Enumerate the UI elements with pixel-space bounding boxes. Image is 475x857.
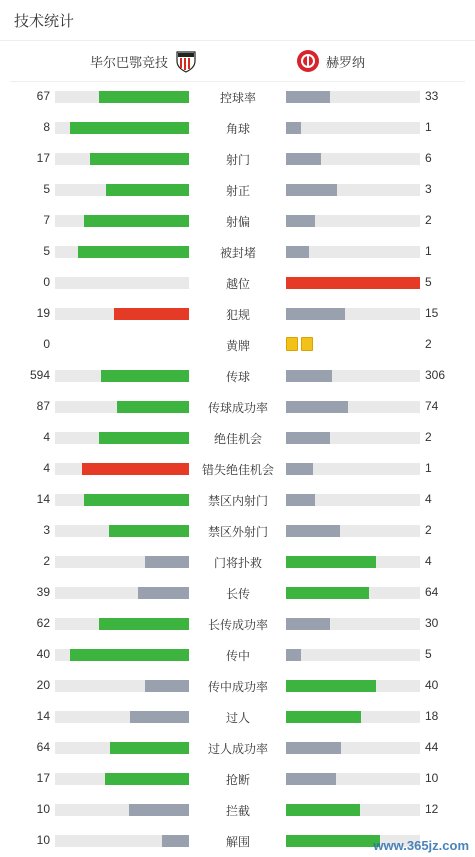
away-value: 4 [425,554,432,568]
home-bar-track [55,153,189,165]
away-value: 3 [425,182,432,196]
home-team[interactable] [90,41,204,81]
watermark: www.365jz.com [373,838,469,853]
home-bar-track [55,184,189,196]
home-value: 594 [29,368,50,382]
stats-list [0,81,475,856]
stat-label: 射正 [225,184,250,198]
home-value: 67 [36,89,50,103]
away-value: 5 [425,647,432,661]
stat-label: 禁区外射门 [207,525,268,539]
home-value: 20 [36,678,50,692]
home-bar-fill [117,401,189,413]
away-value: 5 [425,275,432,289]
home-bar-fill [70,122,189,134]
home-value: 17 [36,771,50,785]
home-bar-fill [129,804,189,816]
home-bar-fill [110,742,189,754]
away-value: 1 [425,120,432,134]
home-bar-track [55,680,189,692]
home-bar-fill [90,153,189,165]
home-value: 14 [36,492,50,506]
away-bar-fill [286,525,340,537]
away-value: 44 [425,740,439,754]
stat-row [0,236,475,267]
stat-row [0,205,475,236]
stat-label: 解围 [225,835,250,849]
stat-row [0,794,475,825]
home-team-name: 毕尔巴鄂竞技 [90,54,169,70]
home-bar-fill [145,556,189,568]
away-bar-fill [286,835,380,847]
stat-row [0,422,475,453]
home-bar-track [55,835,189,847]
home-bar-track [55,804,189,816]
stat-label: 黄牌 [225,339,250,353]
away-value: 4 [425,492,432,506]
home-bar-fill [114,308,189,320]
away-bar-track [286,773,420,785]
away-bar-fill [286,711,361,723]
home-bar-track [55,587,189,599]
home-value: 62 [36,616,50,630]
away-bar-track [286,525,420,537]
stat-label: 射偏 [225,215,250,229]
stat-label: 传中 [225,649,250,663]
home-value: 4 [43,461,50,475]
home-value: 87 [36,399,50,413]
home-bar-track [55,618,189,630]
away-bar-track [286,680,420,692]
stat-label: 错失绝佳机会 [201,463,274,477]
stat-label: 拦截 [225,804,250,818]
away-value: 6 [425,151,432,165]
home-bar-fill [162,835,189,847]
away-bar-track [286,122,420,134]
away-value: 1 [425,244,432,258]
stat-row [0,143,475,174]
away-bar-fill [286,804,360,816]
away-bar-track [286,215,420,227]
home-bar-track [55,308,189,320]
home-bar-fill [99,618,189,630]
away-value: 2 [425,523,432,537]
away-bar-track [286,463,420,475]
stat-row [0,546,475,577]
away-bar-track [286,711,420,723]
home-bar-track [55,432,189,444]
away-bar-track [286,184,420,196]
away-team[interactable] [290,41,365,81]
home-bar-fill [130,711,189,723]
home-bar-fill [99,432,189,444]
home-bar-fill [70,649,189,661]
stat-label: 角球 [225,122,250,136]
stat-row [0,360,475,391]
home-bar-track [55,649,189,661]
away-bar-fill [286,742,341,754]
away-bar-fill [286,773,336,785]
stat-row [0,670,475,701]
home-value: 5 [43,182,50,196]
away-bar-track [286,370,420,382]
home-bar-track [55,773,189,785]
away-bar-track [286,618,420,630]
stat-row [0,608,475,639]
away-bar-fill [286,122,301,134]
stat-label: 射门 [225,153,250,167]
stat-label: 传球 [225,370,250,384]
stat-row [0,577,475,608]
home-bar-fill [78,246,189,258]
away-bar-track [286,91,420,103]
stat-row [0,81,475,112]
away-value: 306 [425,368,446,382]
away-value: 18 [425,709,439,723]
away-bar-fill [286,215,315,227]
stat-label: 禁区内射门 [207,494,268,508]
away-value: 33 [425,89,439,103]
stat-label: 被封堵 [219,246,256,260]
away-value: 2 [425,430,432,444]
stat-label: 传中成功率 [207,680,268,694]
away-bar-fill [286,494,315,506]
home-value: 4 [43,430,50,444]
home-value: 8 [43,120,50,134]
home-bar-fill [145,680,189,692]
away-bar-track [286,556,420,568]
home-bar-fill [105,773,189,785]
home-bar-track [55,556,189,568]
home-value: 40 [36,647,50,661]
away-bar-track [286,432,420,444]
home-value: 10 [36,802,50,816]
home-bar-track [55,401,189,413]
away-bar-track [286,649,420,661]
home-value: 39 [36,585,50,599]
away-value: 15 [425,306,439,320]
stat-row [0,453,475,484]
stat-row [0,484,475,515]
stat-label: 长传 [225,587,250,601]
girona-crest-icon [296,49,320,73]
teams-row [10,41,465,82]
home-bar-fill [84,494,189,506]
away-bar-fill [286,401,348,413]
home-bar-fill [109,525,189,537]
yellow-card-icon [286,337,298,351]
stat-label: 门将扑救 [213,556,262,570]
away-bar-track [286,246,420,258]
home-bar-fill [82,463,189,475]
home-bar-track [55,494,189,506]
away-bar-fill [286,184,337,196]
stat-label: 过人成功率 [207,742,268,756]
home-value: 0 [43,275,50,289]
away-bar-fill [286,649,301,661]
away-bar-fill [286,463,313,475]
away-value: 2 [425,213,432,227]
home-bar-track [55,370,189,382]
home-value: 2 [43,554,50,568]
home-bar-fill [106,184,189,196]
stat-row [0,174,475,205]
stat-row [0,267,475,298]
stats-header [0,0,475,41]
stat-row [0,732,475,763]
stat-label: 绝佳机会 [213,432,262,446]
home-value: 0 [43,337,50,351]
away-value: 40 [425,678,439,692]
away-bar-fill [286,587,369,599]
home-bar-track [55,215,189,227]
home-bar-track [55,277,189,289]
home-bar-track [55,122,189,134]
stat-label: 犯规 [225,308,250,322]
yellow-card-icon [301,337,313,351]
stat-label: 越位 [225,277,250,291]
away-bar-fill [286,618,330,630]
away-bar-fill [286,277,420,289]
home-value: 19 [36,306,50,320]
home-value: 3 [43,523,50,537]
away-value: 2 [425,337,432,351]
away-value: 30 [425,616,439,630]
home-bar-track [55,525,189,537]
home-bar-fill [138,587,189,599]
athletic-bilbao-crest-icon [174,49,198,73]
home-bar-track [55,463,189,475]
away-team-name: 赫罗纳 [326,54,366,70]
home-bar-fill [84,215,189,227]
stat-row [0,298,475,329]
away-bar-fill [286,308,345,320]
stat-row [0,515,475,546]
stat-row [0,329,475,360]
stat-row [0,701,475,732]
stat-label: 长传成功率 [207,618,268,632]
away-bar-fill [286,680,376,692]
home-value: 64 [36,740,50,754]
stat-label: 抢断 [225,773,250,787]
home-bar-track [55,711,189,723]
away-value: 64 [425,585,439,599]
away-bar-fill [286,556,376,568]
away-bar-track [286,153,420,165]
home-bar-fill [101,370,189,382]
page-title: 技术统计 [14,13,75,30]
home-bar-track [55,742,189,754]
away-bar-fill [286,432,330,444]
away-bar-track [286,277,420,289]
home-value: 14 [36,709,50,723]
away-bar-fill [286,246,309,258]
stat-row [0,391,475,422]
away-bar-track [286,308,420,320]
stat-row [0,112,475,143]
stat-row [0,639,475,670]
stat-label: 传球成功率 [207,401,268,415]
away-bar-fill [286,91,330,103]
away-bar-track [286,587,420,599]
home-bar-fill [99,91,189,103]
away-value: 74 [425,399,439,413]
home-bar-track [55,246,189,258]
away-bar-fill [286,153,321,165]
stat-row [0,763,475,794]
away-value: 12 [425,802,439,816]
away-bar-track [286,742,420,754]
home-value: 17 [36,151,50,165]
home-bar-track [55,91,189,103]
home-value: 7 [43,213,50,227]
stat-label: 过人 [225,711,250,725]
home-value: 10 [36,833,50,847]
away-value: 10 [425,771,439,785]
away-value: 1 [425,461,432,475]
away-bar-track [286,804,420,816]
away-bar-track [286,494,420,506]
away-bar-track [286,401,420,413]
home-value: 5 [43,244,50,258]
stat-label: 控球率 [219,91,256,105]
away-bar-fill [286,370,332,382]
